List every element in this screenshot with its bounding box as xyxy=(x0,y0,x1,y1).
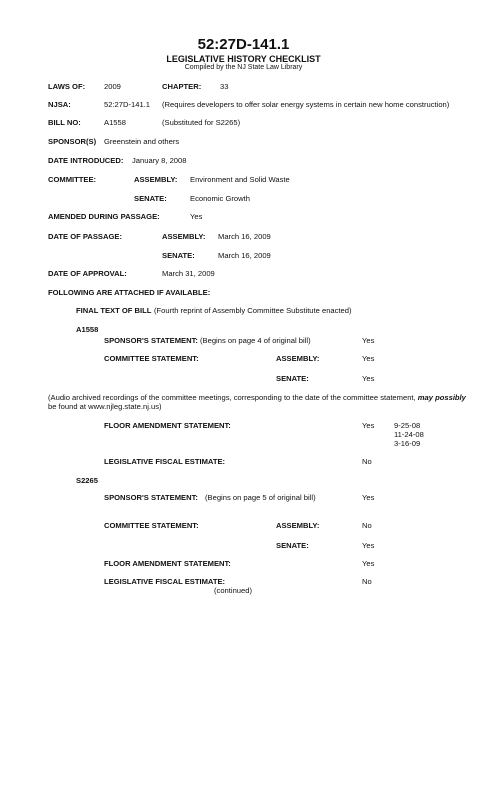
njsa-label: NJSA: xyxy=(48,100,71,109)
chapter-value: 33 xyxy=(220,82,229,91)
final-text-label: FINAL TEXT OF BILL xyxy=(76,306,152,315)
s2265-sponsor-statement-note: (Begins on page 5 of original bill) xyxy=(205,493,316,502)
s2265-committee-assembly-label: ASSEMBLY: xyxy=(276,521,320,530)
a1558-committee-statement-label: COMMITTEE STATEMENT: xyxy=(104,354,199,363)
laws-of-value: 2009 xyxy=(104,82,121,91)
a1558-sponsor-statement-note: (Begins on page 4 of original bill) xyxy=(200,336,311,345)
a1558-committee-senate-label: SENATE: xyxy=(276,374,309,383)
a1558-floor-amendment-label: FLOOR AMENDMENT STATEMENT: xyxy=(104,421,231,430)
a1558-fiscal-estimate-label: LEGISLATIVE FISCAL ESTIMATE: xyxy=(104,457,226,466)
passage-senate-label: SENATE: xyxy=(162,251,195,260)
sponsors-label: SPONSOR(S) xyxy=(48,137,97,146)
a1558-sponsor-statement-label: SPONSOR'S STATEMENT: xyxy=(104,336,198,345)
a1558-fiscal-estimate-value: No xyxy=(362,457,372,466)
a1558-heading: A1558 xyxy=(76,325,99,334)
committee-senate-label: SENATE: xyxy=(134,194,167,203)
a1558-sponsor-statement-value: Yes xyxy=(362,336,375,345)
s2265-floor-amendment-label: FLOOR AMENDMENT STATEMENT: xyxy=(104,559,231,568)
a1558-committee-senate-value: Yes xyxy=(362,374,375,383)
s2265-committee-senate-label: SENATE: xyxy=(276,541,309,550)
committee-senate-value: Economic Growth xyxy=(190,194,250,203)
bill-no-value: A1558 xyxy=(104,118,126,127)
date-of-passage-label: DATE OF PASSAGE: xyxy=(48,232,122,241)
njsa-value: 52:27D-141.1 xyxy=(104,100,151,109)
njsa-description: (Requires developers to offer solar energy systems in certain new home construction) xyxy=(162,100,450,109)
a1558-floor-amendment-value: Yes xyxy=(362,421,375,430)
final-text-note: (Fourth reprint of Assembly Committee Substitute enacted) xyxy=(154,306,352,315)
continued-note: (continued) xyxy=(214,586,252,595)
s2265-sponsor-statement-label: SPONSOR'S STATEMENT: xyxy=(104,493,198,502)
attached-heading: FOLLOWING ARE ATTACHED IF AVAILABLE: xyxy=(48,288,211,297)
s2265-committee-statement-label: COMMITTEE STATEMENT: xyxy=(104,521,199,530)
passage-senate-value: March 16, 2009 xyxy=(218,251,271,260)
audio-archive-note-line1: (Audio archived recordings of the committee meetings, corresponding to the date of the committee statement, may possibly xyxy=(48,393,466,402)
committee-label: COMMITTEE: xyxy=(48,175,97,184)
s2265-committee-senate-value: Yes xyxy=(362,541,375,550)
date-introduced-label: DATE INTRODUCED: xyxy=(48,156,124,165)
amended-label: AMENDED DURING PASSAGE: xyxy=(48,212,160,221)
floor-amendment-date: 9-25-08 xyxy=(394,421,421,430)
floor-amendment-date: 11-24-08 xyxy=(394,430,424,439)
s2265-fiscal-estimate-label: LEGISLATIVE FISCAL ESTIMATE: xyxy=(104,577,226,586)
audio-archive-note-emphasis: may possibly xyxy=(417,393,466,402)
chapter-label: CHAPTER: xyxy=(162,82,202,91)
date-of-approval-label: DATE OF APPROVAL: xyxy=(48,269,127,278)
audio-archive-note-line2: be found at www.njleg.state.nj.us) xyxy=(48,402,162,411)
s2265-committee-assembly-value: No xyxy=(362,521,372,530)
a1558-committee-assembly-value: Yes xyxy=(362,354,375,363)
laws-of-label: LAWS OF: xyxy=(48,82,86,91)
passage-assembly-label: ASSEMBLY: xyxy=(162,232,206,241)
floor-amendment-date: 3-16-09 xyxy=(394,439,421,448)
date-introduced-value: January 8, 2008 xyxy=(132,156,187,165)
compiled-by-note: Compiled by the NJ State Law Library xyxy=(184,64,303,71)
amended-value: Yes xyxy=(190,212,203,221)
passage-assembly-value: March 16, 2009 xyxy=(218,232,271,241)
a1558-committee-assembly-label: ASSEMBLY: xyxy=(276,354,320,363)
page-title: LEGISLATIVE HISTORY CHECKLIST xyxy=(166,54,321,64)
s2265-sponsor-statement-value: Yes xyxy=(362,493,375,502)
s2265-floor-amendment-value: Yes xyxy=(362,559,375,568)
committee-assembly-label: ASSEMBLY: xyxy=(134,175,178,184)
s2265-heading: S2265 xyxy=(76,476,98,485)
date-of-approval-value: March 31, 2009 xyxy=(162,269,215,278)
statute-section-heading: 52:27D-141.1 xyxy=(197,36,290,53)
bill-no-label: BILL NO: xyxy=(48,118,81,127)
committee-assembly-value: Environment and Solid Waste xyxy=(190,175,290,184)
sponsors-value: Greenstein and others xyxy=(104,137,180,146)
bill-substitution-note: (Substituted for S2265) xyxy=(162,118,241,127)
s2265-fiscal-estimate-value: No xyxy=(362,577,372,586)
